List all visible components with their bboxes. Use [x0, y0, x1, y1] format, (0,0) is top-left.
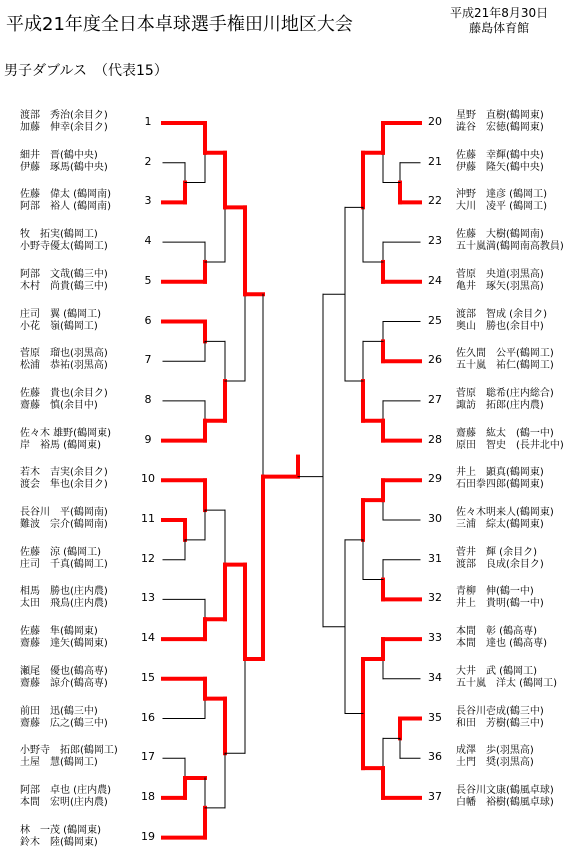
seed-number: 26 — [428, 353, 442, 367]
player-name: 土屋 慧(鶴岡工) — [20, 757, 98, 769]
seed-number: 27 — [428, 392, 442, 406]
player-name: 太田 飛鳥(庄内農) — [20, 598, 108, 610]
player-name: 原田 智史 (長井北中) — [456, 439, 564, 451]
seed-number: 12 — [141, 551, 155, 565]
seed-number: 35 — [428, 710, 442, 724]
player-name: 前田 迅(鶴三中) — [20, 705, 98, 717]
seed-number: 3 — [144, 194, 152, 208]
page-title: 平成21年度全日本卓球選手権田川地区大会 — [6, 14, 353, 35]
seed-number: 14 — [141, 631, 155, 645]
seed-number: 16 — [141, 710, 155, 724]
player-name: 青柳 伸(鶴一中) — [456, 586, 534, 598]
player-name: 齋藤 紘太 (鶴一中) — [456, 427, 554, 439]
player-name: 石田拳四郎(鶴岡東) — [456, 479, 544, 491]
player-name: 成澤 歩(羽黒高) — [456, 745, 534, 757]
seed-number: 33 — [428, 631, 442, 645]
player-name: 星野 直樹(鶴岡東) — [456, 110, 544, 121]
seed-number: 24 — [428, 273, 442, 287]
seed-number: 13 — [141, 591, 155, 605]
player-name: 牧 拓実(鶴岡工) — [20, 229, 98, 241]
player-name: 佐々木 雄野(鶴岡東) — [20, 427, 111, 439]
player-name: 渡部 秀治(余目ク) — [20, 110, 108, 121]
player-name: 岸 裕馬 (鶴岡東) — [20, 439, 101, 451]
player-name: 阿部 卓也 (庄内農) — [20, 784, 111, 796]
player-name: 土門 奨(羽黒高) — [456, 757, 534, 769]
player-name: 小花 嶺(鶴岡工) — [20, 320, 98, 332]
player-name: 加藤 伸幸(余目ク) — [20, 122, 108, 133]
player-name: 大川 凌平 (鶴岡工) — [456, 201, 547, 213]
seed-number: 9 — [144, 432, 152, 446]
player-name: 阿部 文哉(鶴三中) — [20, 268, 108, 280]
player-name: 佐藤 隼(鶴岡東) — [20, 626, 98, 638]
seed-number: 4 — [144, 234, 152, 248]
player-name: 若木 吉実(余目ク) — [20, 467, 108, 479]
player-name: 伊藤 琢馬(鶴中央) — [20, 161, 108, 173]
player-name: 佐久間 公平(鶴岡工) — [456, 348, 554, 360]
seed-number: 20 — [428, 115, 442, 128]
player-name: 菅原 瑠也(羽黒高) — [20, 348, 108, 360]
player-name: 松浦 恭祐(羽黒高) — [20, 360, 108, 372]
player-name: 白幡 裕樹(鶴風卓球) — [456, 796, 554, 808]
seed-number: 1 — [144, 115, 152, 128]
player-name: 齋藤 達矢(鶴岡東) — [20, 638, 108, 650]
player-name: 本間 達也 (鶴高専) — [456, 638, 547, 650]
player-name: 鈴木 陸(鶴岡東) — [20, 836, 98, 848]
seed-number: 23 — [428, 234, 442, 248]
seed-number: 29 — [428, 472, 442, 486]
seed-number: 19 — [141, 829, 155, 843]
player-name: 本間 彰 (鶴高専) — [456, 626, 537, 638]
player-name: 小野寺 拓郎(鶴岡工) — [20, 745, 118, 757]
seed-number: 17 — [141, 750, 155, 764]
player-name: 長谷川文康(鶴風卓球) — [456, 784, 554, 796]
seed-number: 2 — [144, 154, 152, 168]
player-name: 瀬尾 優也(鶴高専) — [20, 665, 108, 677]
player-name: 菅原 央道(羽黒高) — [456, 268, 544, 280]
player-name: 佐藤 幸輝(鶴中央) — [456, 149, 544, 161]
player-name: 佐藤 偉太 (鶴岡南) — [20, 189, 111, 201]
seed-number: 30 — [428, 512, 442, 525]
seed-number: 31 — [428, 551, 442, 565]
seed-number: 32 — [428, 591, 442, 605]
event-venue: 藤島体育館 — [469, 21, 530, 35]
seed-number: 21 — [428, 154, 442, 168]
seed-number: 25 — [428, 313, 442, 327]
player-name: 佐藤 涼 (鶴岡工) — [20, 546, 101, 558]
player-name: 渡会 隼也(余目ク) — [20, 479, 108, 491]
player-name: 井上 貴明(鶴一中) — [456, 598, 544, 610]
seed-number: 6 — [144, 313, 152, 327]
event-subtitle: 男子ダブルス （代表15） — [4, 63, 168, 79]
player-name: 五十嵐 洋太 (鶴岡工) — [456, 677, 557, 689]
player-name: 相馬 勝也(庄内農) — [20, 586, 108, 598]
seed-number: 37 — [428, 789, 442, 803]
seed-number: 11 — [141, 512, 155, 525]
player-name: 和田 芳樹(鶴三中) — [456, 717, 544, 729]
player-name: 庄司 翼 (鶴岡工) — [20, 308, 101, 320]
player-name: 齋藤 諒介(鶴高専) — [20, 677, 108, 689]
player-name: 井上 顕真(鶴岡東) — [456, 467, 544, 479]
player-name: 五十嵐 祐仁(鶴岡工) — [456, 360, 554, 372]
player-name: 佐藤 大樹(鶴岡南) — [456, 229, 544, 241]
player-name: 亀井 琢矢(羽黒高) — [456, 280, 544, 292]
seed-number: 34 — [428, 670, 442, 684]
player-name: 齋藤 広之(鶴三中) — [20, 717, 108, 729]
seed-number: 8 — [144, 392, 152, 406]
seed-number: 18 — [141, 789, 155, 803]
seed-number: 22 — [428, 194, 442, 208]
seed-number: 7 — [144, 353, 152, 367]
player-name: 伊藤 隆矢(鶴中央) — [456, 161, 544, 173]
player-name: 佐々木明来人(鶴岡東) — [456, 507, 554, 518]
player-name: 本間 宏明(庄内農) — [20, 796, 108, 808]
seed-number: 28 — [428, 432, 442, 446]
player-name: 渡部 智成 (余目ク) — [456, 308, 547, 320]
seed-number: 36 — [428, 750, 442, 764]
player-name: 菅原 聡希(庄内総合) — [456, 387, 554, 399]
player-name: 諏訪 拓郎(庄内農) — [456, 399, 544, 411]
seed-number: 10 — [141, 472, 155, 486]
player-name: 長谷川壱成(鶴三中) — [456, 705, 544, 717]
player-name: 佐藤 貴也(余目ク) — [20, 387, 108, 399]
player-name: 三浦 綜太(鶴岡東) — [456, 519, 544, 530]
player-name: 長谷川 平(鶴岡南) — [20, 507, 108, 518]
player-name: 難波 宗介(鶴岡南) — [20, 519, 108, 530]
player-name: 菅井 輝 (余目ク) — [456, 546, 537, 558]
player-name: 庄司 千真(鶴岡工) — [20, 558, 108, 570]
event-date: 平成21年8月30日 — [450, 6, 549, 20]
player-name: 奥山 勝也(余目中) — [456, 320, 544, 332]
player-name: 大井 武 (鶴岡工) — [456, 665, 537, 677]
player-name: 木村 尚貴(鶴三中) — [20, 280, 108, 292]
player-name: 細井 晋(鶴中央) — [20, 149, 98, 161]
player-name: 五十嵐満(鶴岡南高教員) — [456, 241, 564, 253]
player-name: 沖野 達彦 (鶴岡工) — [456, 189, 547, 201]
player-name: 渡部 良成(余目ク) — [456, 558, 544, 570]
player-name: 澁谷 宏徳(鶴岡東) — [456, 122, 544, 133]
seed-number: 5 — [144, 273, 152, 287]
seed-number: 15 — [141, 670, 155, 684]
player-name: 齋藤 慎(余目中) — [20, 399, 98, 411]
player-name: 阿部 裕人 (鶴岡南) — [20, 201, 111, 213]
player-name: 林 一茂 (鶴岡東) — [20, 824, 101, 836]
player-name: 小野寺優太(鶴岡工) — [20, 241, 108, 253]
